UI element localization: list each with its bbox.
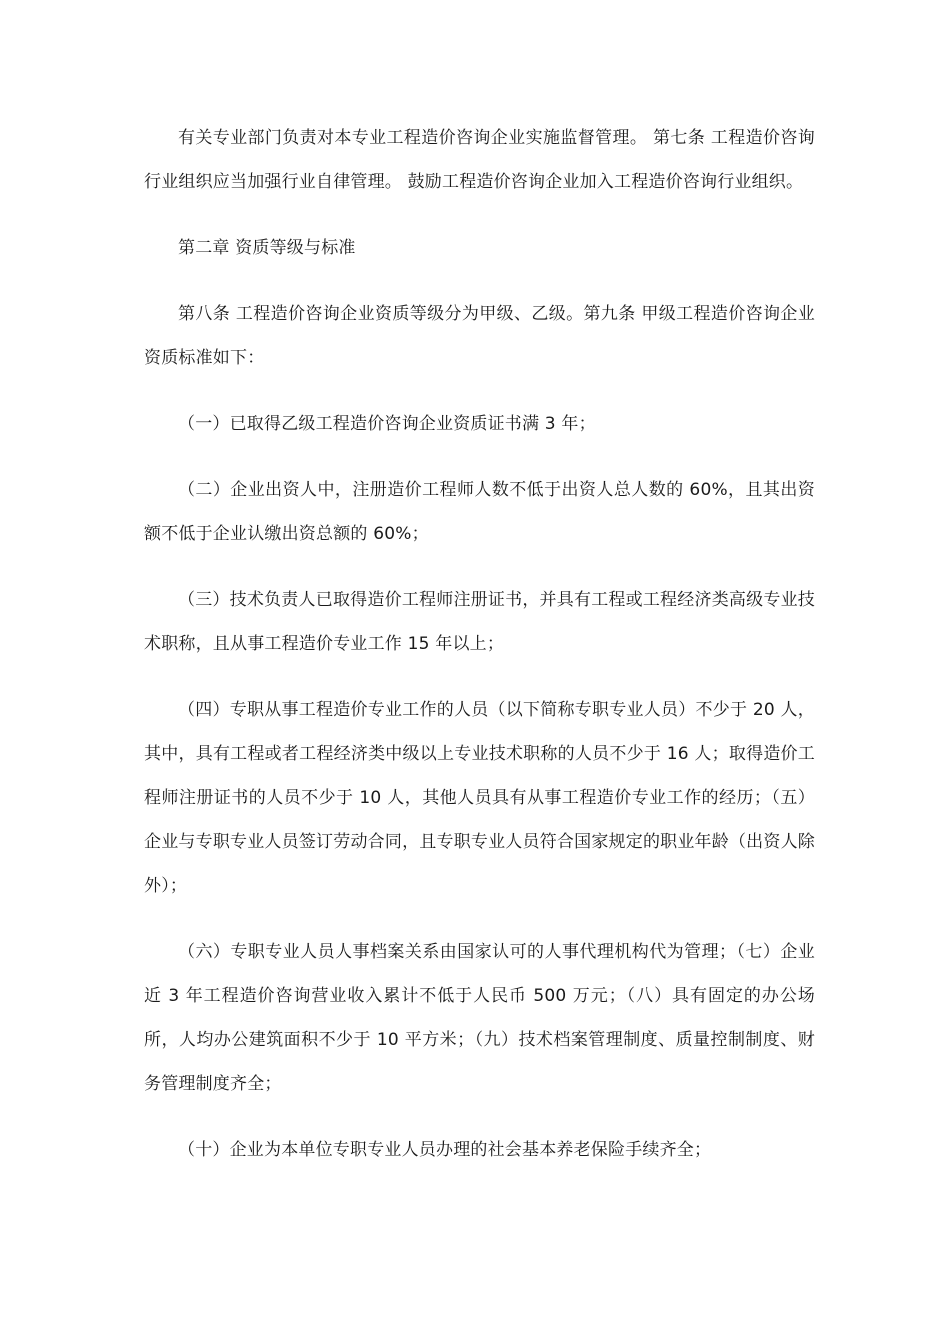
paragraph-supervision: 有关专业部门负责对本专业工程造价咨询企业实施监督管理。 第七条 工程造价咨询行业组织应当加强行业自律管理。 鼓励工程造价咨询企业加入工程造价咨询行业组织。 [144,128,815,192]
paragraph-article-8-9: 第八条 工程造价咨询企业资质等级分为甲级、乙级。第九条 甲级工程造价咨询企业资质标准如下： [144,304,815,368]
list-item-4-5: （四）专职从事工程造价专业工作的人员（以下简称专职专业人员）不少于 20 人，其中，具有工程或者工程经济类中级以上专业技术职称的人员不少于 16 人；取得造价工程师注册证书的人员不少于 10 人，其他人员具有从事工程造价专业工作的经历；（五）企业与专职专业人员签订劳动合同，且专职专业人员符合国家规定的职业年龄（出资人除外）； [144,700,815,896]
list-item-3: （三）技术负责人已取得造价工程师注册证书，并具有工程或工程经济类高级专业技术职称，且从事工程造价专业工作 15 年以上； [144,590,815,654]
list-item-6-9: （六）专职专业人员人事档案关系由国家认可的人事代理机构代为管理；（七）企业近 3 年工程造价咨询营业收入累计不低于人民币 500 万元；（八）具有固定的办公场所，人均办公建筑面积不少于 10 平方米；（九）技术档案管理制度、质量控制制度、财务管理制度齐全； [144,942,815,1094]
chapter-heading: 第二章 资质等级与标准 [178,238,356,258]
list-item-10: （十）企业为本单位专职专业人员办理的社会基本养老保险手续齐全； [178,1140,712,1160]
list-item-1: （一）已取得乙级工程造价咨询企业资质证书满 3 年； [178,414,596,434]
list-item-2: （二）企业出资人中，注册造价工程师人数不低于出资人总人数的 60%，且其出资额不低于企业认缴出资总额的 60%； [144,480,815,544]
